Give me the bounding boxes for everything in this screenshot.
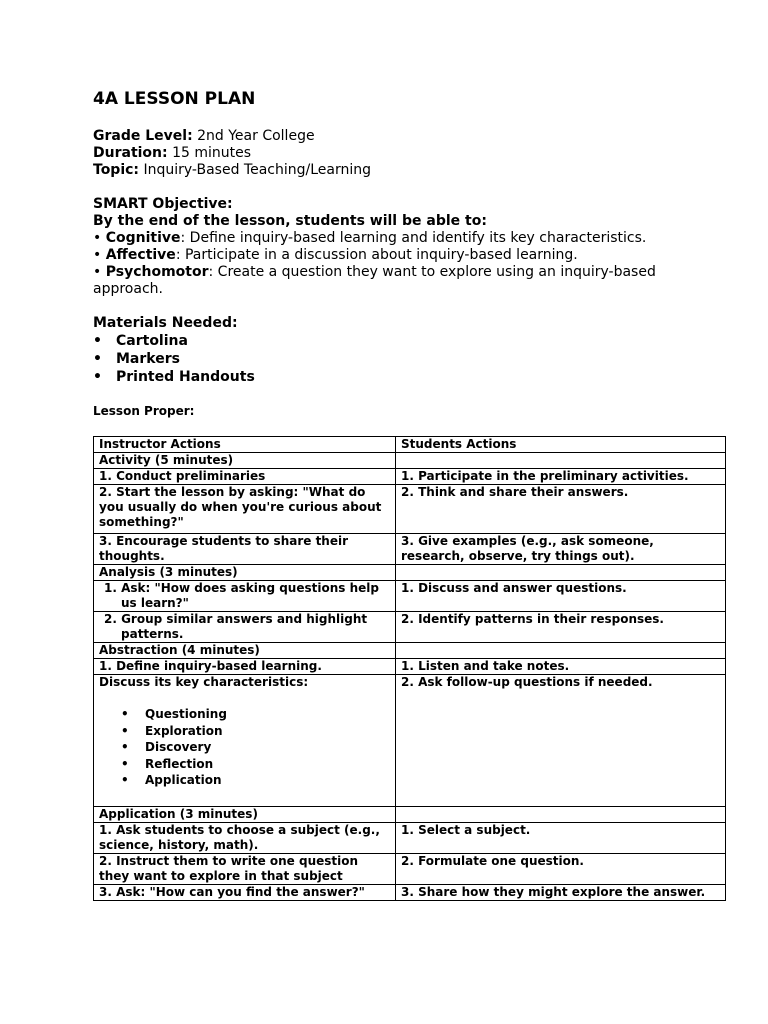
table-row [94, 822, 726, 853]
header-instructor: Instructor Actions [94, 437, 396, 453]
instructor-cell: 1. Ask students to choose a subject (e.g., science, history, math). [94, 822, 396, 853]
objective-heading: SMART Objective: [93, 196, 233, 212]
table-row [94, 612, 726, 643]
header-students: Students Actions [396, 437, 726, 453]
topic-value: Inquiry-Based Teaching/Learning [139, 162, 371, 178]
section-label: Analysis (3 minutes) [94, 565, 396, 581]
section-row-activity [94, 453, 726, 469]
instructor-cell: 1. Conduct preliminaries [94, 469, 396, 485]
student-cell: 2. Think and share their answers. [396, 485, 726, 534]
student-cell: 1. Discuss and answer questions. [396, 581, 726, 612]
grade-level-label: Grade Level: [93, 128, 193, 144]
materials-heading: Materials Needed: [93, 315, 238, 331]
objective-cognitive: • Cognitive: Define inquiry-based learning and identify its key characteristics. [93, 230, 647, 246]
instructor-cell: 2. Group similar answers and highlight patterns. [104, 612, 368, 641]
material-item: • Cartolina [93, 332, 725, 350]
table-header-row [94, 437, 726, 453]
table-row [94, 581, 726, 612]
table-row [94, 675, 726, 807]
table-row [94, 884, 726, 900]
student-cell: 1. Select a subject. [396, 822, 726, 853]
materials-list [93, 332, 725, 386]
instructor-cell: 1. Define inquiry-based learning. [94, 659, 396, 675]
instructor-cell: Discuss its key characteristics: [99, 675, 309, 689]
list-item: • Application [99, 772, 390, 789]
grade-level-line [93, 128, 725, 145]
section-row-application [94, 806, 726, 822]
list-item: • Exploration [99, 723, 390, 740]
lesson-plan-page [93, 88, 725, 901]
duration-label: Duration: [93, 145, 168, 161]
affective-label: Affective [105, 247, 176, 263]
psychomotor-text: : Create a question they want to explore using an inquiry-based approach. [93, 264, 656, 297]
lesson-table [93, 436, 726, 901]
page-title: 4A LESSON PLAN [93, 89, 256, 109]
objective-affective: • Affective: Participate in a discussion about inquiry-based learning. [93, 247, 578, 263]
table-row [94, 534, 726, 565]
section-label: Application (3 minutes) [94, 806, 396, 822]
student-cell: 3. Share how they might explore the answer. [396, 884, 726, 900]
topic-label: Topic: [93, 162, 140, 178]
duration-line [93, 145, 725, 162]
instructor-cell: 3. Encourage students to share their thoughts. [94, 534, 396, 565]
instructor-cell: 3. Ask: "How can you find the answer?" [94, 884, 396, 900]
student-cell: 2. Formulate one question. [396, 853, 726, 884]
duration-value: 15 minutes [167, 145, 252, 161]
instructor-cell: 1. Ask: "How does asking questions help us learn?" [104, 581, 379, 610]
student-cell: 2. Ask follow-up questions if needed. [396, 675, 726, 807]
table-row [94, 853, 726, 884]
table-row [94, 659, 726, 675]
table-row [94, 485, 726, 534]
material-item: • Printed Handouts [93, 368, 725, 386]
cognitive-text: : Define inquiry-based learning and identify its key characteristics. [180, 230, 647, 246]
student-cell: 1. Listen and take notes. [396, 659, 726, 675]
section-row-analysis [94, 565, 726, 581]
table-row [94, 469, 726, 485]
list-item: • Questioning [99, 706, 390, 723]
section-row-abstraction [94, 643, 726, 659]
student-cell: 1. Participate in the preliminary activities. [396, 469, 726, 485]
characteristics-list [99, 706, 390, 789]
student-cell: 2. Identify patterns in their responses. [396, 612, 726, 643]
objective-psychomotor: • Psychomotor: Create a question they want to explore using an inquiry-based approach. [93, 264, 656, 297]
objective-intro: By the end of the lesson, students will be able to: [93, 213, 487, 229]
grade-level-value: 2nd Year College [192, 128, 315, 144]
psychomotor-label: Psychomotor [105, 264, 209, 280]
instructor-cell: 2. Instruct them to write one question they want to explore in that subject [94, 853, 396, 884]
list-item: • Discovery [99, 739, 390, 756]
cognitive-label: Cognitive [105, 230, 181, 246]
section-label: Activity (5 minutes) [94, 453, 396, 469]
affective-text: : Participate in a discussion about inquiry-based learning. [175, 247, 578, 263]
material-item: • Markers [93, 350, 725, 368]
instructor-cell: 2. Start the lesson by asking: "What do you usually do when you're curious about something?" [94, 485, 396, 534]
student-cell: 3. Give examples (e.g., ask someone, research, observe, try things out). [396, 534, 726, 565]
lesson-proper-label: Lesson Proper: [93, 404, 195, 418]
section-label: Abstraction (4 minutes) [94, 643, 396, 659]
list-item: • Reflection [99, 756, 390, 773]
topic-line [93, 162, 725, 179]
